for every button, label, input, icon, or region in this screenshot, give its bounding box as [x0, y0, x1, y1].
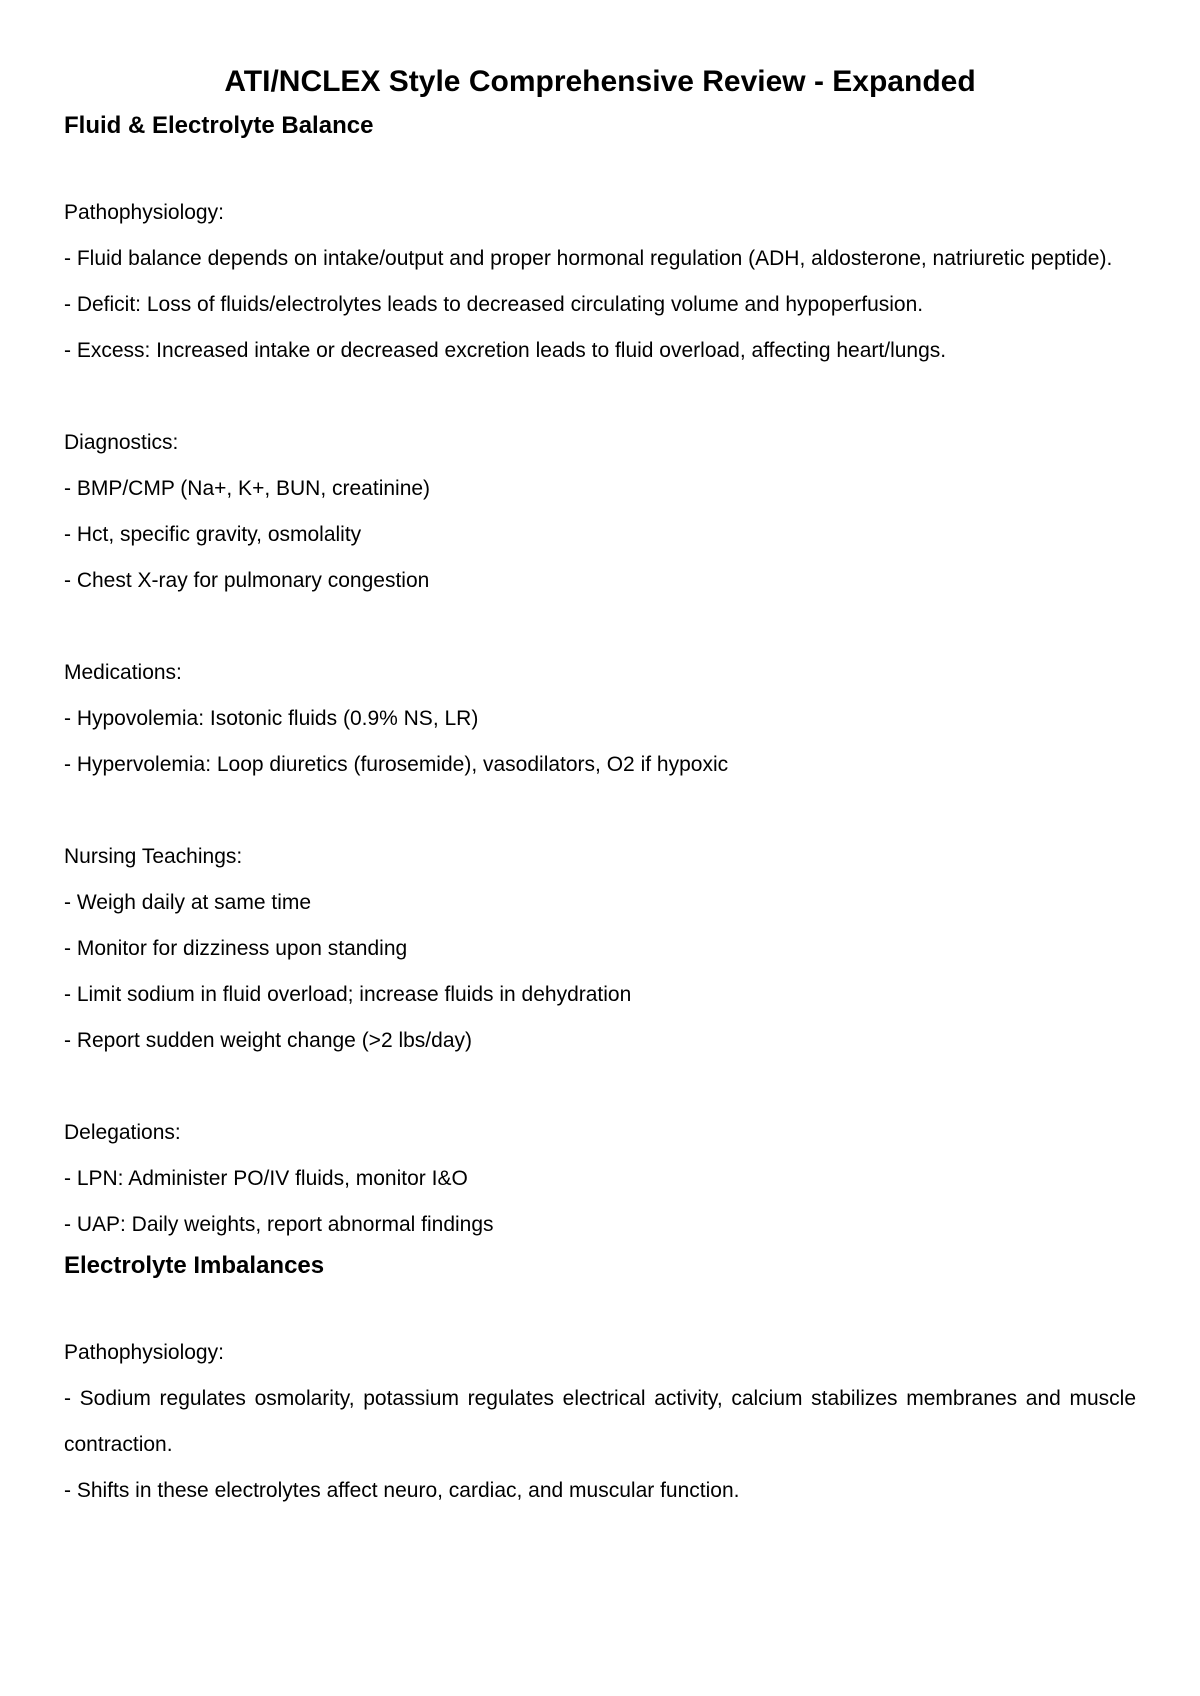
spacer	[64, 788, 1136, 834]
list-item: - Shifts in these electrolytes affect neuro, cardiac, and muscular function.	[64, 1479, 740, 1502]
group-label: Pathophysiology:	[64, 201, 224, 224]
list-item: - Report sudden weight change (>2 lbs/day)	[64, 1029, 472, 1052]
pathophysiology-block	[64, 190, 1136, 374]
pathophysiology-block-2	[64, 1330, 1136, 1514]
group-label: Medications:	[64, 661, 182, 684]
group-label: Pathophysiology:	[64, 1341, 224, 1364]
list-item: - BMP/CMP (Na+, K+, BUN, creatinine)	[64, 477, 431, 500]
list-item: - Fluid balance depends on intake/output and proper hormonal regulation (ADH, aldosterone, natriuretic peptide).	[64, 247, 1113, 270]
section-heading-electrolyte-imbalances: Electrolyte Imbalances	[64, 1252, 325, 1279]
list-item: - Limit sodium in fluid overload; increase fluids in dehydration	[64, 983, 632, 1006]
delegations-block	[64, 1110, 1136, 1248]
list-item: - Sodium regulates osmolarity, potassium regulates electrical activity, calcium stabilizes membranes and muscle contraction.	[64, 1387, 1136, 1456]
section-heading-fluid-electrolyte-balance: Fluid & Electrolyte Balance	[64, 112, 374, 139]
group-label: Diagnostics:	[64, 431, 179, 454]
group-label: Delegations:	[64, 1121, 181, 1144]
group-label: Nursing Teachings:	[64, 845, 243, 868]
list-item: - LPN: Administer PO/IV fluids, monitor I&O	[64, 1167, 468, 1190]
spacer	[64, 604, 1136, 650]
spacer	[64, 1284, 1136, 1330]
medications-block	[64, 650, 1136, 788]
list-item: - Hypervolemia: Loop diuretics (furosemide), vasodilators, O2 if hypoxic	[64, 753, 729, 776]
list-item: - Excess: Increased intake or decreased excretion leads to fluid overload, affecting heart/lungs.	[64, 339, 947, 362]
document-title: ATI/NCLEX Style Comprehensive Review - Expanded	[224, 65, 976, 98]
list-item: - Weigh daily at same time	[64, 891, 312, 914]
spacer	[64, 374, 1136, 420]
spacer	[64, 144, 1136, 190]
nursing-teachings-block	[64, 834, 1136, 1064]
list-item: - Hct, specific gravity, osmolality	[64, 523, 362, 546]
list-item: - Chest X-ray for pulmonary congestion	[64, 569, 430, 592]
diagnostics-block	[64, 420, 1136, 604]
list-item: - Monitor for dizziness upon standing	[64, 937, 408, 960]
spacer	[64, 1064, 1136, 1110]
list-item: - Deficit: Loss of fluids/electrolytes leads to decreased circulating volume and hypoperfusion.	[64, 293, 924, 316]
list-item: - Hypovolemia: Isotonic fluids (0.9% NS, LR)	[64, 707, 479, 730]
list-item: - UAP: Daily weights, report abnormal findings	[64, 1213, 494, 1236]
